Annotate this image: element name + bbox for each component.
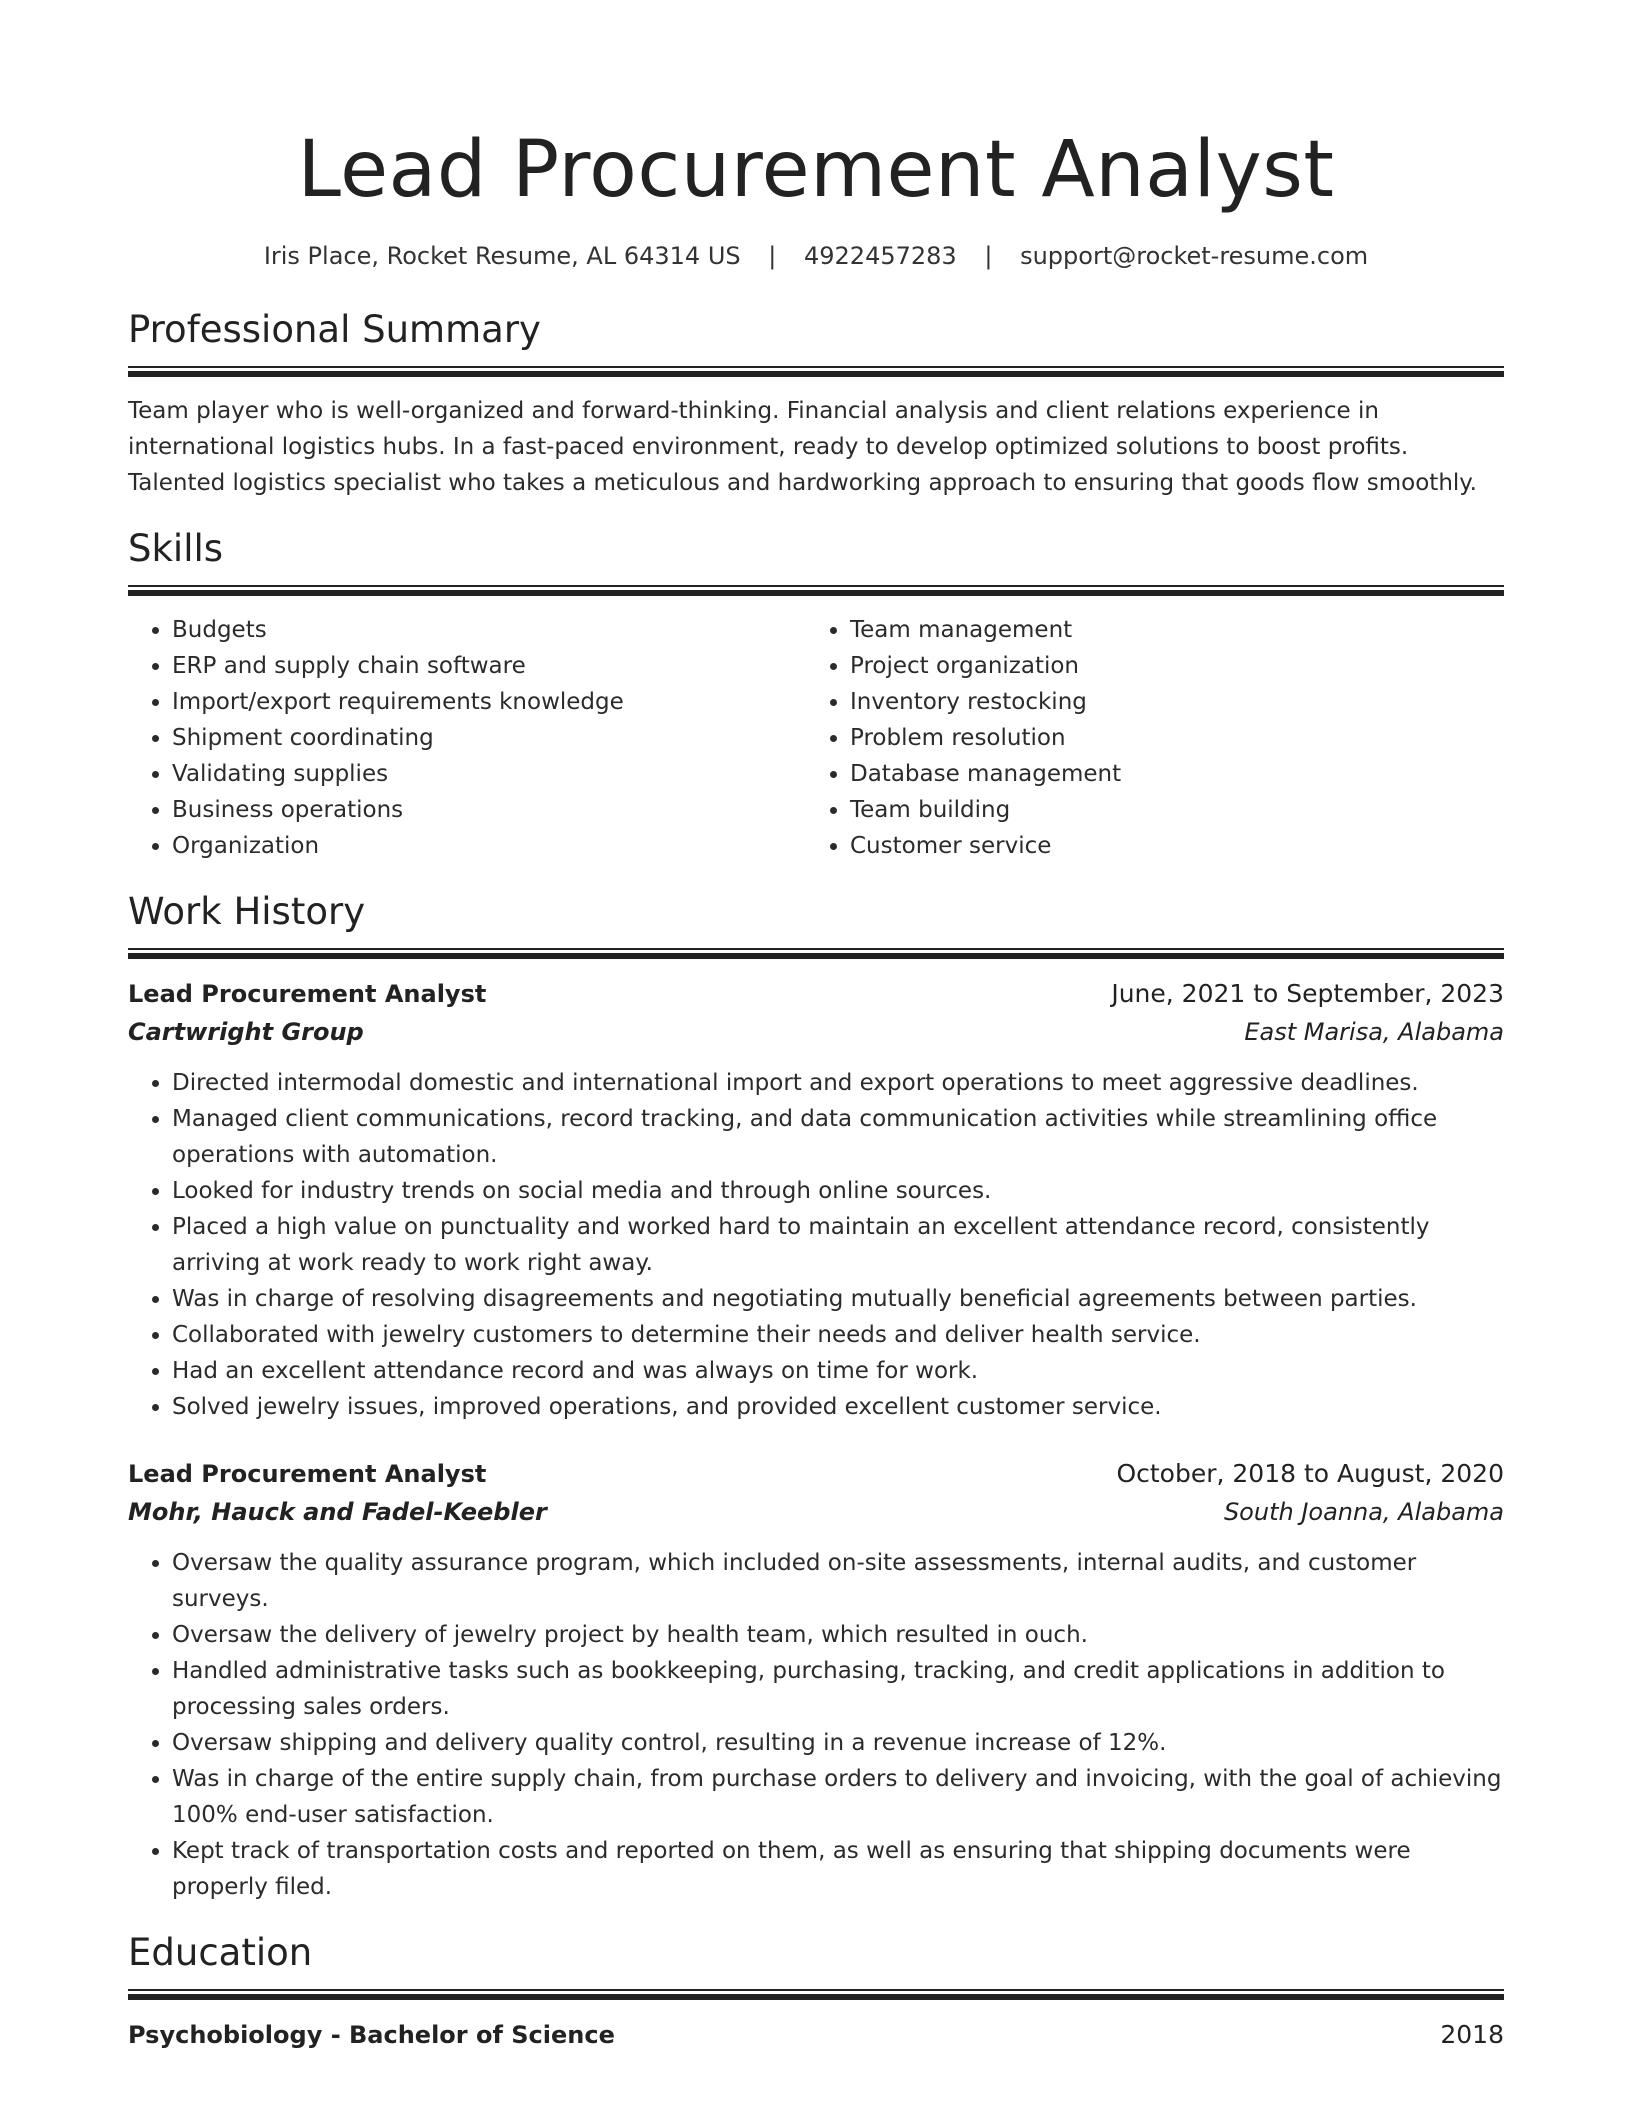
summary-text: Team player who is well-organized and forward-thinking. Financial analysis and client relations experience in international logistics hubs. In a fast-paced environment, ready to develop optimized solutions to boost profits. Talented logistics specialist who takes a meticulous and hardworking approach to ensuring that goods flow smoothly. — [128, 398, 1477, 496]
job-bullet: • Oversaw the quality assurance program, which included on-site assessments, internal audits, and customer surveys. — [172, 1545, 1504, 1617]
job-bullet: • Oversaw shipping and delivery quality control, resulting in a revenue increase of 12%. — [172, 1725, 1504, 1761]
education-entry — [128, 2016, 1504, 2054]
education-year: 2018 — [1440, 2020, 1504, 2049]
job-bullet: • Placed a high value on punctuality and worked hard to maintain an excellent attendance record, consistently arriving at work ready to work right away. — [172, 1209, 1504, 1281]
skill-item: • Business operations — [172, 792, 806, 828]
job-location: South Joanna, Alabama — [1223, 1498, 1504, 1526]
skill-item: • Problem resolution — [850, 720, 1484, 756]
contact-separator: | — [984, 242, 993, 270]
job-title: Lead Procurement Analyst — [128, 1460, 487, 1488]
contact-email: support@rocket-resume.com — [1020, 242, 1369, 270]
job-company: Mohr, Hauck and Fadel-Keebler — [128, 1498, 547, 1526]
job-header-row — [128, 1455, 1504, 1493]
skills-column-right — [806, 612, 1484, 864]
skill-item: • Validating supplies — [172, 756, 806, 792]
section-title-skills: Skills — [128, 527, 224, 570]
job-bullet: • Had an excellent attendance record and was always on time for work. — [172, 1353, 1504, 1389]
skill-item: • Budgets — [172, 612, 806, 648]
job-bullet-list — [128, 1545, 1504, 1905]
job-bullet: • Kept track of transportation costs and reported on them, as well as ensuring that shipping documents were properly filed. — [172, 1833, 1504, 1905]
section-title-education: Education — [128, 1931, 313, 1974]
skill-item: • Team management — [850, 612, 1484, 648]
job-subheader-row — [128, 1013, 1504, 1051]
skills-section — [128, 527, 1504, 864]
skill-item: • Project organization — [850, 648, 1484, 684]
work-history-section — [128, 890, 1504, 1905]
skill-item: • Inventory restocking — [850, 684, 1484, 720]
skill-item: • Customer service — [850, 828, 1484, 864]
job-bullet: • Solved jewelry issues, improved operations, and provided excellent customer service. — [172, 1389, 1504, 1425]
skill-item: • Organization — [172, 828, 806, 864]
job-bullet: • Was in charge of the entire supply chain, from purchase orders to delivery and invoicing, with the goal of achieving 100% end-user satisfaction. — [172, 1761, 1504, 1833]
job-bullet: • Directed intermodal domestic and international import and export operations to meet aggressive deadlines. — [172, 1065, 1504, 1101]
skills-grid — [128, 612, 1504, 864]
job-bullet: • Was in charge of resolving disagreements and negotiating mutually beneficial agreements between parties. — [172, 1281, 1504, 1317]
contact-address: Iris Place, Rocket Resume, AL 64314 US — [263, 242, 741, 270]
job-bullet: • Oversaw the delivery of jewelry project by health team, which resulted in ouch. — [172, 1617, 1504, 1653]
contact-separator: | — [768, 242, 777, 270]
job-bullet: • Managed client communications, record tracking, and data communication activities while streamlining office operations with automation. — [172, 1101, 1504, 1173]
section-title-work-history: Work History — [128, 890, 366, 933]
skills-column-left — [128, 612, 806, 864]
resume-name: Lead Procurement Analyst — [297, 125, 1335, 215]
job-header-row — [128, 975, 1504, 1013]
job-entry — [128, 975, 1504, 1425]
summary-section — [128, 308, 1504, 501]
resume-page — [128, 0, 1504, 2054]
section-divider — [128, 1989, 1504, 2000]
job-company: Cartwright Group — [128, 1018, 364, 1046]
education-section — [128, 1931, 1504, 2054]
job-bullet: • Handled administrative tasks such as bookkeeping, purchasing, tracking, and credit applications in addition to processing sales orders. — [172, 1653, 1504, 1725]
skill-item: • Team building — [850, 792, 1484, 828]
section-divider — [128, 366, 1504, 377]
skill-item: • Import/export requirements knowledge — [172, 684, 806, 720]
section-divider — [128, 585, 1504, 596]
contact-line — [128, 240, 1504, 272]
job-location: East Marisa, Alabama — [1244, 1018, 1504, 1046]
job-bullet: • Looked for industry trends on social media and through online sources. — [172, 1173, 1504, 1209]
job-bullet-list — [128, 1065, 1504, 1425]
skill-item: • Shipment coordinating — [172, 720, 806, 756]
education-degree: Psychobiology - Bachelor of Science — [128, 2021, 615, 2049]
skill-item: • Database management — [850, 756, 1484, 792]
job-title: Lead Procurement Analyst — [128, 980, 487, 1008]
job-subheader-row — [128, 1493, 1504, 1531]
skill-item: • ERP and supply chain software — [172, 648, 806, 684]
section-divider — [128, 948, 1504, 959]
job-entry — [128, 1455, 1504, 1905]
section-title-summary: Professional Summary — [128, 308, 541, 351]
job-bullet: • Collaborated with jewelry customers to determine their needs and deliver health service. — [172, 1317, 1504, 1353]
job-dates: October, 2018 to August, 2020 — [1116, 1459, 1504, 1488]
contact-phone: 4922457283 — [804, 242, 957, 270]
job-dates: June, 2021 to September, 2023 — [1111, 979, 1504, 1008]
